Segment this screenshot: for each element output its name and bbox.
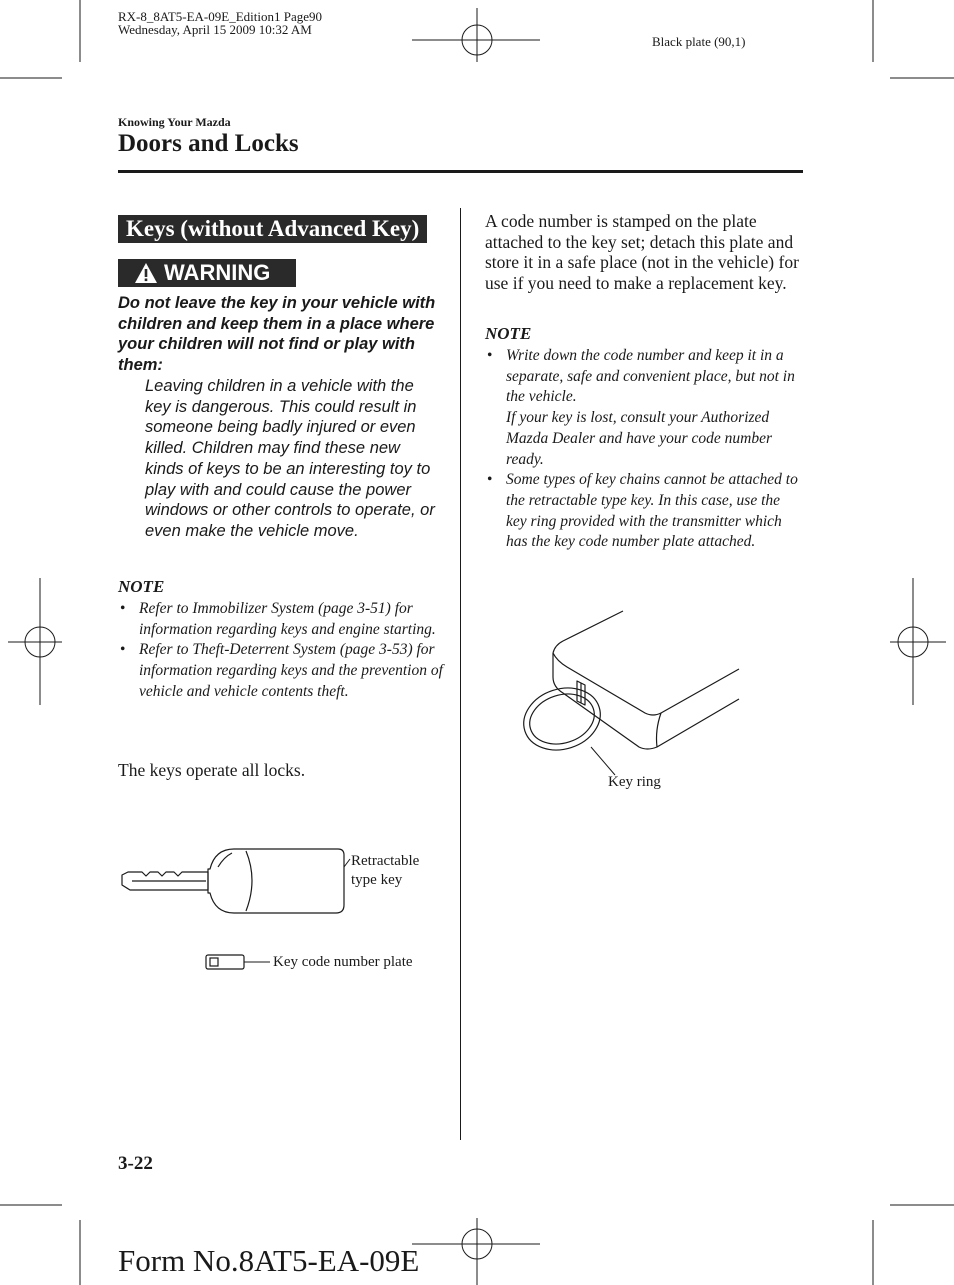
warning-body: Leaving children in a vehicle with the key is dangerous. This could result in someone being badly injured or even killed. Children may find these new kinds of keys to be an interesting toy to play with and could cause the power windows or other controls to operate, or even make the vehicle move. (145, 377, 435, 540)
key-ring-illustration (515, 605, 745, 780)
warning-triangle-icon (134, 262, 158, 284)
page-title: Doors and Locks (118, 130, 299, 157)
page-number: 3-22 (118, 1153, 153, 1174)
key-ring-label: Key ring (608, 774, 661, 790)
section-tag: Knowing Your Mazda (118, 115, 231, 129)
note-list (485, 346, 803, 553)
code-number-paragraph: A code number is stamped on the plate attached to the key set; detach this plate and store it in a safe place (not in the vehicle) for use if you need to make a replacement key. (485, 211, 799, 294)
note-item: • Refer to Theft-Deterrent System (page 3-53) for information regarding keys and the prevention of vehicle and vehicle contents theft. (118, 640, 443, 702)
print-timestamp: Wednesday, April 15 2009 10:32 AM (118, 22, 312, 37)
key-code-plate-label: Key code number plate (273, 954, 413, 970)
warning-banner (118, 259, 296, 287)
note-heading: NOTE (485, 324, 532, 343)
note-item-text: Write down the code number and keep it in a separate, safe and convenient place, but not in the vehicle. (506, 347, 795, 406)
note-list (118, 599, 443, 703)
warning-lead: Do not leave the key in your vehicle with children and keep them in a place where your children will not find or play with them: (118, 294, 436, 375)
retractable-label-line1: Retractable (351, 853, 420, 869)
note-item-text: If your key is lost, consult your Authorized Mazda Dealer and have your code number ready. (506, 409, 773, 468)
print-plate: Black plate (90,1) (652, 34, 746, 49)
column-divider (460, 208, 461, 1140)
section-heading: Keys (without Advanced Key) (118, 215, 427, 243)
note-item: • Refer to Immobilizer System (page 3-51) for information regarding keys and engine starting. (118, 599, 443, 640)
keys-operate-text: The keys operate all locks. (118, 760, 306, 780)
retractable-label-line2: type key (351, 872, 403, 888)
print-file-name: RX-8_8AT5-EA-09E_Edition1 Page90 (118, 9, 323, 24)
form-number: Form No.8AT5-EA-09E (118, 1243, 420, 1278)
title-rule (118, 170, 803, 173)
note-heading: NOTE (118, 577, 165, 596)
note-item: • Some types of key chains cannot be attached to the retractable type key. In this case, use the key ring provided with the transmitter which has the key code number plate attached. (485, 470, 803, 553)
warning-label: WARNING (164, 260, 271, 285)
note-item (485, 346, 803, 470)
